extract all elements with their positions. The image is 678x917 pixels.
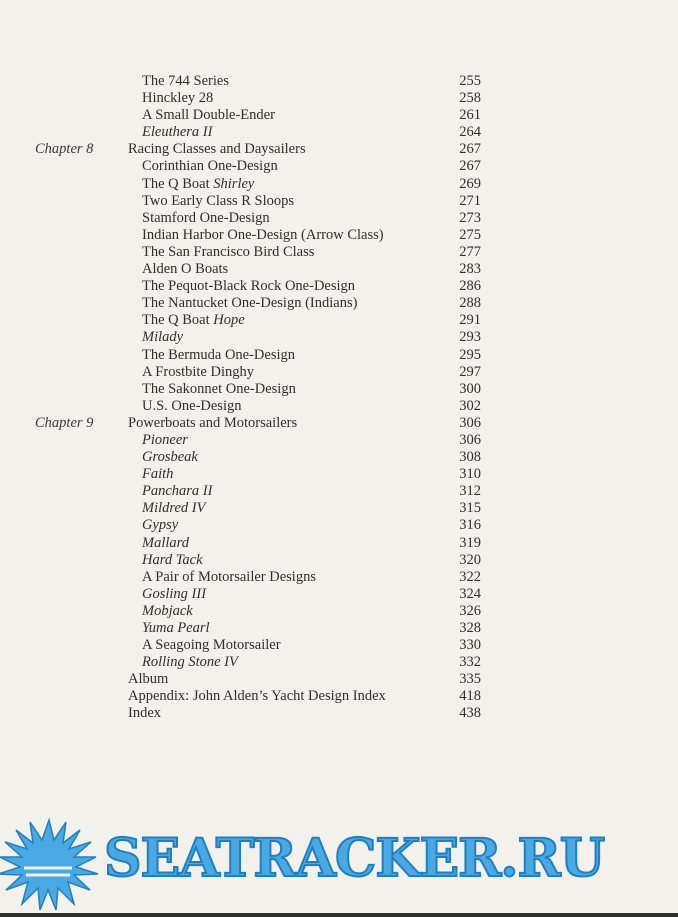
- page-number: 316: [459, 517, 481, 534]
- toc-entry: [0, 688, 678, 705]
- watermark-text: SEATRACKER.RU: [104, 828, 605, 889]
- toc-entry: [0, 364, 678, 381]
- entry-title: [142, 312, 245, 329]
- page-number: 330: [459, 637, 481, 654]
- bottom-border: [0, 913, 678, 917]
- page-number: 295: [459, 346, 481, 363]
- entry-title: [142, 210, 270, 227]
- title-part: Stamford One-Design: [142, 209, 270, 226]
- chapter-label: Chapter 8: [35, 141, 94, 158]
- entry-title: [142, 227, 384, 244]
- toc-entry: [0, 517, 678, 534]
- toc-entry: [0, 227, 678, 244]
- entry-title: [142, 107, 275, 124]
- toc-entry: [0, 244, 678, 261]
- toc-entry: [0, 500, 678, 517]
- toc-entry: [0, 107, 678, 124]
- title-part: Mildred IV: [142, 500, 206, 517]
- entry-title: [142, 90, 213, 107]
- page-number: 335: [459, 671, 481, 688]
- title-part: Mobjack: [142, 602, 193, 619]
- page-number: 286: [459, 278, 481, 295]
- toc-entry: [0, 603, 678, 620]
- toc-entry: [0, 637, 678, 654]
- title-part: Panchara II: [142, 483, 213, 500]
- title-part: Indian Harbor One-Design (Arrow Class): [142, 226, 384, 243]
- title-part: The Pequot-Black Rock One-Design: [142, 278, 356, 295]
- toc-entry: [0, 261, 678, 278]
- page-number: 310: [459, 466, 481, 483]
- toc-entry: [0, 586, 678, 603]
- entry-title: [142, 500, 206, 517]
- page-number: 332: [459, 654, 481, 671]
- toc-entry: [0, 654, 678, 671]
- title-part: Gypsy: [142, 517, 179, 534]
- title-part: Faith: [142, 466, 174, 483]
- entry-title: [142, 381, 296, 398]
- title-part: Appendix: John Alden’s Yacht Design Index: [128, 688, 386, 705]
- entry-title: [142, 603, 193, 620]
- page-number: 258: [459, 90, 481, 107]
- page-number: 283: [459, 261, 481, 278]
- chapter-label: Chapter 9: [35, 414, 94, 431]
- toc-entry: [0, 176, 678, 193]
- toc-entry: [0, 483, 678, 500]
- toc-entry: [0, 73, 678, 90]
- page-number: 267: [459, 158, 481, 175]
- toc-entry: [0, 398, 678, 415]
- entry-title: [128, 141, 306, 158]
- page-number: 277: [459, 243, 481, 260]
- toc-entry: [0, 432, 678, 449]
- title-part: A Small Double-Ender: [142, 107, 275, 124]
- toc-entry: [0, 671, 678, 688]
- entry-title: [142, 637, 281, 654]
- title-part: A Pair of Motorsailer Designs: [142, 568, 316, 585]
- title-part: Mallard: [142, 534, 189, 551]
- page-number: 269: [459, 175, 481, 192]
- entry-title: [142, 569, 316, 586]
- entry-title: [142, 398, 241, 415]
- toc-entry: [0, 381, 678, 398]
- page-number: 328: [459, 620, 481, 636]
- toc-entry: [0, 449, 678, 466]
- entry-title: [142, 432, 188, 449]
- page-number: 308: [459, 449, 481, 466]
- title-part: The 744 Series: [142, 73, 229, 89]
- title-part: Corinthian One-Design: [142, 158, 278, 175]
- toc-entry: [0, 705, 678, 722]
- page-number: 275: [459, 226, 481, 243]
- entry-title: [142, 483, 212, 500]
- page-number: 312: [459, 483, 481, 500]
- entry-title: [142, 347, 295, 364]
- entry-title: [128, 688, 386, 705]
- toc-entry: [0, 141, 678, 158]
- sun-burst-icon: [0, 820, 98, 910]
- page-number: 264: [459, 124, 481, 141]
- entry-title: [142, 278, 355, 295]
- page-number: 267: [459, 141, 481, 158]
- title-part: Gosling III: [142, 585, 207, 602]
- toc-entry: [0, 193, 678, 210]
- toc-entry: [0, 415, 678, 432]
- title-part: The Sakonnet One-Design: [142, 380, 296, 397]
- page-number: 271: [459, 192, 481, 209]
- page-number: 306: [459, 414, 481, 431]
- page-number: 306: [459, 431, 481, 448]
- page-number: 300: [459, 380, 481, 397]
- page-number: 273: [459, 209, 481, 226]
- entry-title: [142, 449, 198, 466]
- entry-title: [142, 176, 254, 193]
- toc-entry: [0, 620, 678, 637]
- entry-title: [128, 671, 168, 688]
- entry-title: [142, 124, 212, 141]
- toc-entry: [0, 90, 678, 107]
- title-part: The Nantucket One-Design (Indians): [142, 295, 358, 312]
- title-part: Hinckley 28: [142, 90, 214, 107]
- page-number: 293: [459, 329, 481, 346]
- entry-title: [142, 552, 203, 569]
- page-number: 418: [459, 688, 481, 705]
- page-number: 324: [459, 585, 481, 602]
- toc-entry: [0, 278, 678, 295]
- page-number: 326: [459, 602, 481, 619]
- title-part: The Q Boat: [142, 175, 214, 192]
- title-part: Racing Classes and Daysailers: [128, 141, 306, 158]
- title-part: Hard Tack: [142, 551, 203, 568]
- title-part: Pioneer: [142, 431, 188, 448]
- entry-title: [142, 466, 173, 483]
- title-part: Index: [128, 705, 162, 722]
- entry-title: [142, 158, 278, 175]
- entry-title: [142, 620, 210, 637]
- title-part: Yuma Pearl: [142, 620, 210, 636]
- entry-title: [128, 705, 161, 722]
- page-number: 438: [459, 705, 481, 722]
- entry-title: [142, 193, 294, 210]
- toc-entry: [0, 210, 678, 227]
- title-part: Shirley: [213, 175, 255, 192]
- page-number: 320: [459, 551, 481, 568]
- page-number: 291: [459, 312, 481, 329]
- page-number: 261: [459, 107, 481, 124]
- toc-entry: [0, 466, 678, 483]
- title-part: Powerboats and Motorsailers: [128, 414, 298, 431]
- entry-title: [142, 586, 206, 603]
- page-number: 315: [459, 500, 481, 517]
- entry-title: [142, 73, 229, 90]
- title-part: The Bermuda One-Design: [142, 346, 296, 363]
- toc-entry: [0, 295, 678, 312]
- page-number: 302: [459, 397, 481, 414]
- title-part: A Frostbite Dinghy: [142, 363, 254, 380]
- title-part: A Seagoing Motorsailer: [142, 637, 281, 654]
- page-number: 322: [459, 568, 481, 585]
- title-part: Hope: [213, 312, 245, 329]
- entry-title: [142, 364, 254, 381]
- title-part: The San Francisco Bird Class: [142, 243, 315, 260]
- toc-entry: [0, 347, 678, 364]
- entry-title: [128, 415, 297, 432]
- title-part: Eleuthera II: [142, 124, 213, 141]
- table-of-contents: [0, 73, 678, 723]
- title-part: Album: [128, 671, 169, 688]
- page-number: 319: [459, 534, 481, 551]
- title-part: U.S. One-Design: [142, 397, 242, 414]
- toc-entry: [0, 552, 678, 569]
- entry-title: [142, 244, 314, 261]
- toc-entry: [0, 535, 678, 552]
- title-part: Grosbeak: [142, 449, 198, 466]
- title-part: Milady: [142, 329, 184, 346]
- page-number: 288: [459, 295, 481, 312]
- entry-title: [142, 654, 238, 671]
- toc-entry: [0, 312, 678, 329]
- title-part: The Q Boat: [142, 312, 214, 329]
- entry-title: [142, 517, 178, 534]
- toc-entry: [0, 158, 678, 175]
- toc-entry: [0, 124, 678, 141]
- title-part: Two Early Class R Sloops: [142, 192, 295, 209]
- entry-title: [142, 261, 228, 278]
- toc-entry: [0, 329, 678, 346]
- page-number: 255: [459, 73, 481, 89]
- title-part: Alden O Boats: [142, 261, 229, 278]
- page-number: 297: [459, 363, 481, 380]
- entry-title: [142, 329, 183, 346]
- entry-title: [142, 295, 357, 312]
- title-part: Rolling Stone IV: [142, 654, 238, 671]
- toc-entry: [0, 569, 678, 586]
- entry-title: [142, 535, 189, 552]
